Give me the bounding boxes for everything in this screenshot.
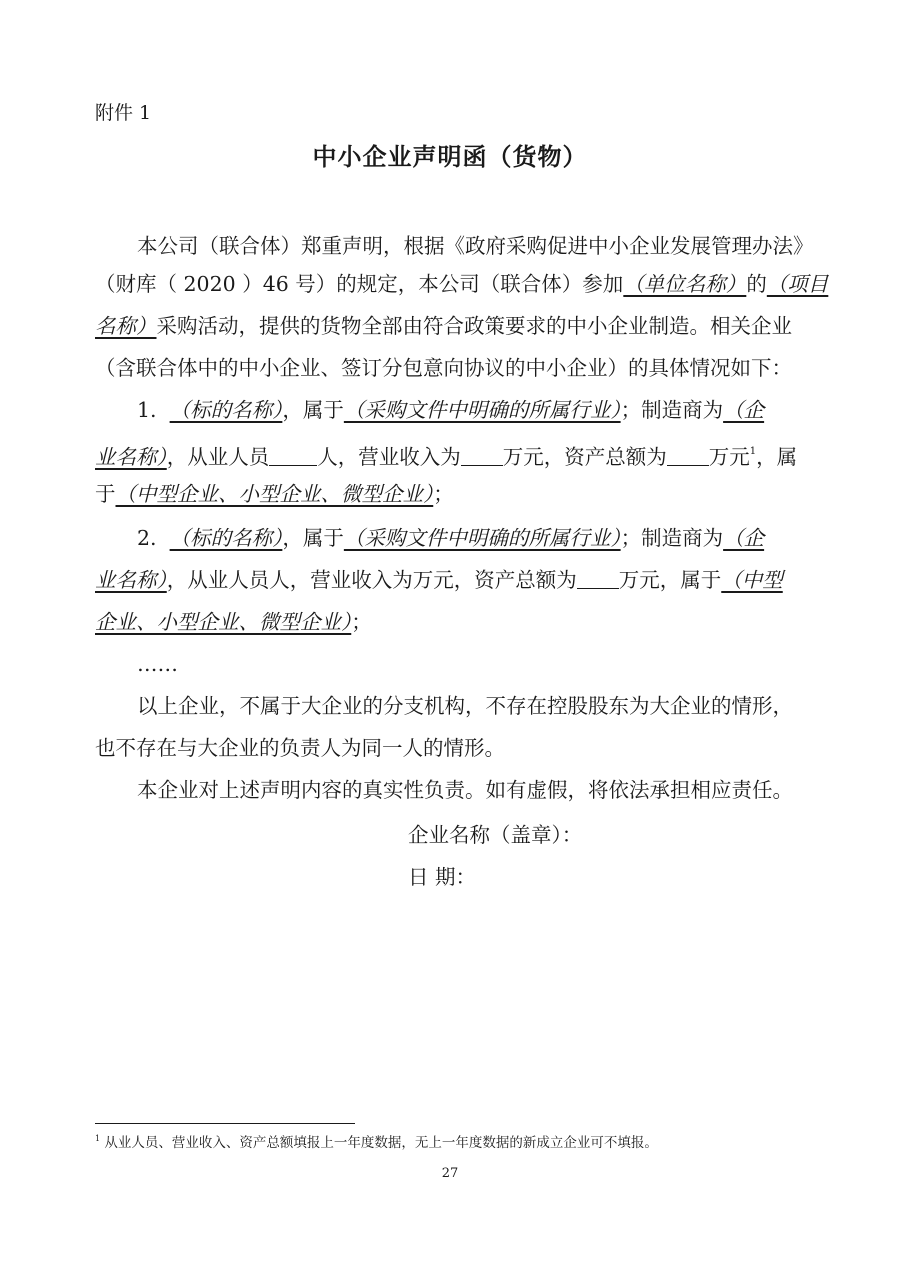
item2-line2: 业名称），从业人员人，营业收入为万元，资产总额为 万元，属于（中型 [95,568,783,592]
page-title: 中小企业声明函（货物） [312,142,588,171]
company-seal-label: 企业名称（盖章）： [408,823,583,847]
footnote-ref: 1 [749,446,757,457]
item2-line1: 2. （标的名称），属于（采购文件中明确的所属行业）；制造商为（企 [137,526,765,550]
para1-line4: （含联合体中的中小企业、签订分包意向协议的中小企业）的具体情况如下： [95,356,792,380]
item2-assets-blank [577,568,619,589]
item1-line1: 1. （标的名称），属于（采购文件中明确的所属行业）；制造商为（企 [137,398,765,422]
ellipsis: …… [137,652,178,676]
para1-line2: （财库（ 2020 ）46 号）的规定，本公司（联合体）参加（单位名称）的（项目 [95,272,829,296]
para2-line2: 也不存在与大企业的负责人为同一人的情形。 [95,736,505,760]
item1-subject: （标的名称） [169,398,283,422]
page-number: 27 [441,1166,459,1181]
project-name-placeholder: （项目 [766,272,829,296]
staff-blank [269,445,317,466]
item1-line2: 业名称），从业人员 人，营业收入为 万元，资产总额为 万元$^1$，属 [95,445,798,469]
assets-blank [667,445,709,466]
item1-line3: 于（中型企业、小型企业、微型企业）； [95,482,454,506]
footnote-divider [95,1123,355,1124]
date-label: 日 期： [408,865,477,889]
item2-line3: 企业、小型企业、微型企业）； [95,610,372,634]
attachment-label: 附件 1 [95,102,152,124]
para3: 本企业对上述声明内容的真实性负责。如有虚假，将依法承担相应责任。 [137,778,793,802]
footnote: $^1$ 从业人员、营业收入、资产总额填报上一年度数据，无上一年度数据的新成立企业可不填报。 [95,1134,658,1151]
para2-line1: 以上企业，不属于大企业的分支机构，不存在控股股东为大企业的情形， [137,694,793,718]
para1-line1: 本公司（联合体）郑重声明，根据《政府采购促进中小企业发展管理办法》 [137,234,814,258]
item1-industry: （采购文件中明确的所属行业） [343,398,621,422]
para1-line3: 名称）采购活动，提供的货物全部由符合政策要求的中小企业制造。相关企业 [95,314,792,338]
revenue-blank [461,445,503,466]
item2-subject: （标的名称） [169,526,283,550]
item1-size: （中型企业、小型企业、微型企业） [115,482,434,506]
unit-name-placeholder: （单位名称） [623,272,747,296]
item2-industry: （采购文件中明确的所属行业） [343,526,621,550]
